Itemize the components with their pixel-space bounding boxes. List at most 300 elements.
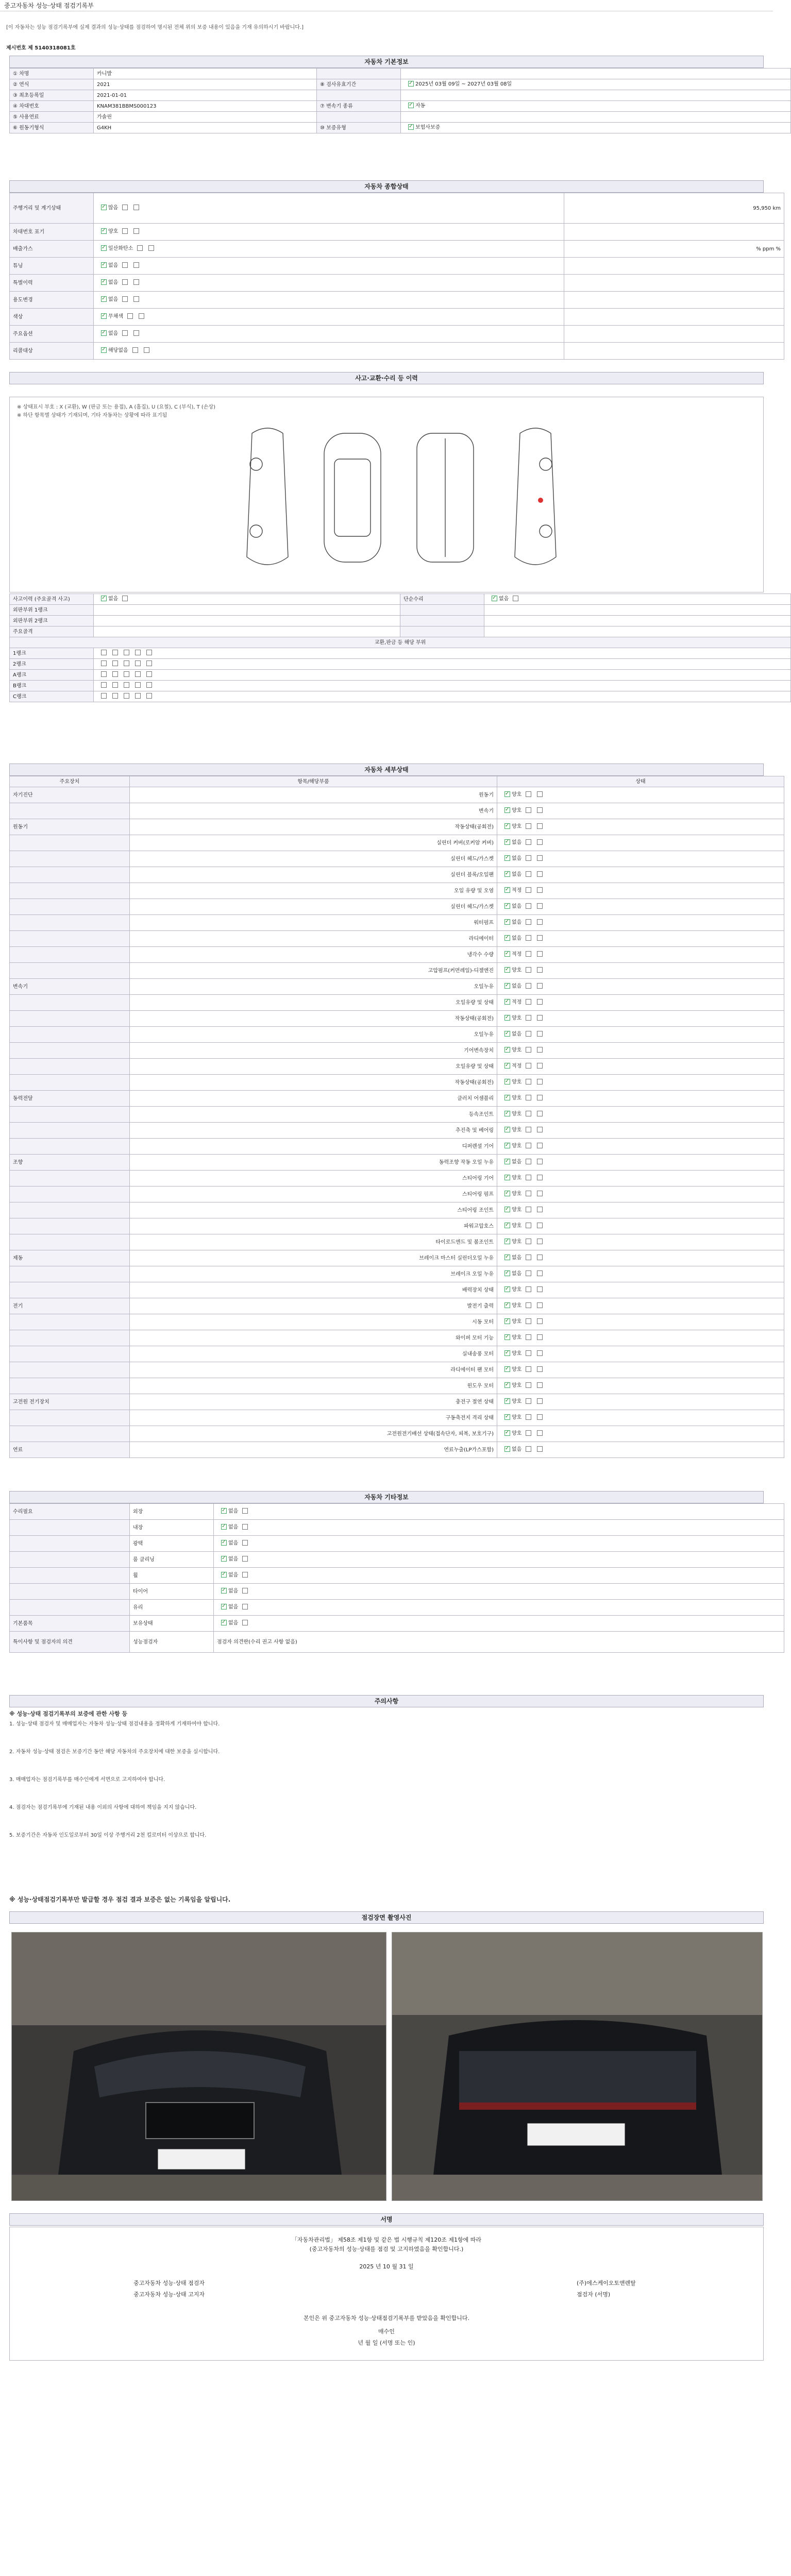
overall-value: ✓ 없음 bbox=[94, 326, 564, 343]
detail-status: ✓ 양호 bbox=[497, 1187, 784, 1202]
checkbox bbox=[122, 205, 128, 210]
detail-item: 스티어링 기어 bbox=[130, 1171, 497, 1187]
detail-group: 조향 bbox=[10, 1155, 130, 1171]
opinion-label: 특이사항 및 점검자의 의견 bbox=[10, 1632, 130, 1653]
detail-status: ✓ 양호 bbox=[497, 1282, 784, 1298]
checkbox bbox=[504, 903, 510, 909]
checkbox bbox=[221, 1572, 227, 1578]
accident-cell: 외판부위 1랭크 bbox=[10, 605, 94, 616]
checkbox bbox=[537, 1095, 543, 1100]
sign-buyer-confirm: 본인은 위 중고자동차 성능·상태점검기록부를 받았음을 확인합니다. bbox=[303, 2315, 469, 2321]
notice-text: [이 자동차는 성능 점검기록부에 실제 결과의 성능·상태를 점검하여 명시된 전체 위의 보증 내용이 있음을 기재 유의하시기 바랍니다.] bbox=[6, 25, 304, 30]
detail-group bbox=[10, 995, 130, 1011]
overall-row bbox=[10, 343, 784, 360]
checkbox bbox=[112, 682, 118, 688]
checkbox bbox=[537, 967, 543, 973]
overall-note bbox=[564, 224, 784, 241]
overall-row bbox=[10, 275, 784, 292]
checkbox bbox=[122, 228, 128, 234]
etc-group bbox=[10, 1568, 130, 1584]
etc-item: 보유상태 bbox=[130, 1616, 214, 1632]
checkbox bbox=[526, 999, 531, 1005]
checkbox bbox=[526, 1063, 531, 1069]
checkbox bbox=[144, 347, 149, 353]
etc-group bbox=[10, 1520, 130, 1536]
overall-value: ✓ 양호 bbox=[94, 224, 564, 241]
checkbox bbox=[139, 313, 144, 319]
checkbox bbox=[537, 1047, 543, 1053]
detail-row bbox=[10, 1091, 784, 1107]
overall-label: 용도변경 bbox=[10, 292, 94, 309]
accident-cell: 사고이력 (주요골격 사고) bbox=[10, 594, 94, 605]
overall-note: % ppm % bbox=[564, 241, 784, 258]
checkbox bbox=[537, 807, 543, 813]
detail-group bbox=[10, 1107, 130, 1123]
overall-label: 주행거리 및 계기상태 bbox=[10, 193, 94, 224]
detail-item: 오일 유량 및 오염 bbox=[130, 883, 497, 899]
overall-note bbox=[564, 343, 784, 360]
etc-status: ✓ 없음 bbox=[214, 1584, 784, 1600]
etc-item: 유리 bbox=[130, 1600, 214, 1616]
checkbox bbox=[526, 1207, 531, 1212]
detail-status: ✓ 양호 bbox=[497, 963, 784, 979]
checkbox bbox=[122, 279, 128, 285]
detail-item: 작동상태(공회전) bbox=[130, 1075, 497, 1091]
checkbox bbox=[242, 1508, 248, 1514]
accident-table bbox=[9, 594, 764, 702]
car-photo-front bbox=[11, 1932, 386, 2201]
checkbox bbox=[504, 1079, 510, 1084]
checkbox bbox=[537, 1127, 543, 1132]
accident-cell: ✓ 없음 bbox=[94, 594, 400, 605]
detail-item: 와이퍼 모터 기능 bbox=[130, 1330, 497, 1346]
overall-value: ✓ 없음 bbox=[94, 292, 564, 309]
page-title: 중고자동차 성능·상태 점검기록부 bbox=[0, 0, 773, 11]
overall-label: 주요옵션 bbox=[10, 326, 94, 343]
detail-item: 오일누유 bbox=[130, 1027, 497, 1043]
section-caution: 주의사항 bbox=[9, 1695, 764, 1707]
checkbox bbox=[127, 313, 133, 319]
detail-status: ✓ 양호 bbox=[497, 1043, 784, 1059]
checkbox bbox=[526, 1239, 531, 1244]
accident-row bbox=[10, 616, 791, 626]
checkbox bbox=[537, 1430, 543, 1436]
checkbox bbox=[526, 1255, 531, 1260]
detail-row bbox=[10, 979, 784, 995]
detail-item: 원동기 bbox=[130, 787, 497, 803]
checkbox bbox=[146, 660, 152, 666]
detail-status: ✓ 양호 bbox=[497, 1346, 784, 1362]
etc-status: ✓ 없음 bbox=[214, 1520, 784, 1536]
etc-group bbox=[10, 1552, 130, 1568]
detail-status: ✓ 없음 bbox=[497, 867, 784, 883]
detail-group bbox=[10, 963, 130, 979]
checkbox bbox=[101, 596, 107, 601]
accident-cell bbox=[94, 605, 400, 616]
checkbox bbox=[137, 245, 143, 251]
detail-group: 변속기 bbox=[10, 979, 130, 995]
detail-status: ✓ 양호 bbox=[497, 819, 784, 835]
detail-item: 윈도우 모터 bbox=[130, 1378, 497, 1394]
basic-value: 2021-01-01 bbox=[94, 90, 317, 101]
sign-buyer-date: 년 월 일 (서명 또는 인) bbox=[358, 2340, 415, 2346]
checkbox bbox=[242, 1572, 248, 1578]
checkbox bbox=[537, 1031, 543, 1037]
cert-number: 제시번호 제 5140318081호 bbox=[6, 45, 76, 51]
checkbox bbox=[526, 951, 531, 957]
accident-cell bbox=[400, 616, 484, 626]
overall-label: 색상 bbox=[10, 309, 94, 326]
detail-row bbox=[10, 1234, 784, 1250]
checkbox bbox=[537, 1191, 543, 1196]
detail-item: 시동 모터 bbox=[130, 1314, 497, 1330]
detail-group bbox=[10, 1410, 130, 1426]
detail-group bbox=[10, 899, 130, 915]
detail-row bbox=[10, 1107, 784, 1123]
checkbox bbox=[526, 1430, 531, 1436]
detail-group: 고전원 전기장치 bbox=[10, 1394, 130, 1410]
checkbox bbox=[242, 1588, 248, 1594]
detail-group bbox=[10, 947, 130, 963]
detail-row bbox=[10, 1266, 784, 1282]
checkbox bbox=[526, 1350, 531, 1356]
checkbox bbox=[504, 1127, 510, 1132]
etc-group bbox=[10, 1536, 130, 1552]
detail-group bbox=[10, 1346, 130, 1362]
etc-status: ✓ 없음 bbox=[214, 1552, 784, 1568]
accident-cell bbox=[484, 616, 791, 626]
basic-label: ① 차명 bbox=[10, 69, 94, 79]
detail-row bbox=[10, 1187, 784, 1202]
rank-label: C랭크 bbox=[10, 691, 94, 702]
checkbox bbox=[526, 1302, 531, 1308]
detail-item: 디퍼렌셜 기어 bbox=[130, 1139, 497, 1155]
etc-item: 외장 bbox=[130, 1504, 214, 1520]
detail-status: ✓ 없음 bbox=[497, 979, 784, 995]
checkbox bbox=[537, 1207, 543, 1212]
checkbox bbox=[537, 903, 543, 909]
accident-cell: ✓ 없음 bbox=[484, 594, 791, 605]
detail-row bbox=[10, 1155, 784, 1171]
section-detail: 자동차 세부상태 bbox=[9, 764, 764, 776]
detail-item: 냉각수 수량 bbox=[130, 947, 497, 963]
overall-row bbox=[10, 224, 784, 241]
checkbox bbox=[526, 887, 531, 893]
checkbox bbox=[504, 1382, 510, 1388]
checkbox bbox=[146, 693, 152, 699]
detail-item: 동력조향 작동 오일 누유 bbox=[130, 1155, 497, 1171]
accident-cell bbox=[94, 626, 400, 637]
checkbox bbox=[101, 296, 107, 302]
detail-group bbox=[10, 1266, 130, 1282]
detail-status: ✓ 양호 bbox=[497, 1426, 784, 1442]
checkbox bbox=[537, 1366, 543, 1372]
car-photo-rear bbox=[392, 1932, 763, 2201]
basic-row bbox=[10, 69, 791, 79]
detail-status: ✓ 없음 bbox=[497, 899, 784, 915]
checkbox bbox=[504, 1286, 510, 1292]
overall-note bbox=[564, 292, 784, 309]
checkbox bbox=[504, 1015, 510, 1021]
checkbox bbox=[526, 1382, 531, 1388]
checkbox bbox=[408, 124, 414, 130]
checkbox bbox=[537, 791, 543, 797]
checkbox bbox=[537, 1350, 543, 1356]
detail-group bbox=[10, 1011, 130, 1027]
checkbox bbox=[504, 1095, 510, 1100]
checkbox bbox=[504, 1366, 510, 1372]
detail-status: ✓ 양호 bbox=[497, 1234, 784, 1250]
detail-row bbox=[10, 851, 784, 867]
detail-group bbox=[10, 1218, 130, 1234]
detail-status: ✓ 없음 bbox=[497, 1266, 784, 1282]
checkbox bbox=[101, 650, 107, 655]
detail-item: 오일누유 bbox=[130, 979, 497, 995]
accident-cell: 단순수리 bbox=[400, 594, 484, 605]
detail-row bbox=[10, 1394, 784, 1410]
checkbox bbox=[526, 1159, 531, 1164]
checkbox bbox=[504, 1191, 510, 1196]
detail-item: 연료누출(LP가스포함) bbox=[130, 1442, 497, 1458]
checkbox bbox=[504, 967, 510, 973]
checkbox bbox=[504, 807, 510, 813]
checkbox bbox=[526, 1175, 531, 1180]
detail-row bbox=[10, 1123, 784, 1139]
detail-group bbox=[10, 883, 130, 899]
checkbox bbox=[135, 660, 141, 666]
accident-cell bbox=[94, 616, 400, 626]
checkbox bbox=[221, 1508, 227, 1514]
basic-label: ④ 차대번호 bbox=[10, 101, 94, 112]
detail-group bbox=[10, 1282, 130, 1298]
overall-label: 튜닝 bbox=[10, 258, 94, 275]
checkbox bbox=[504, 887, 510, 893]
checkbox bbox=[122, 330, 128, 336]
basic-label: ③ 최초등록일 bbox=[10, 90, 94, 101]
etc-row bbox=[10, 1616, 784, 1632]
checkbox bbox=[504, 871, 510, 877]
section-sign: 서명 bbox=[9, 2213, 764, 2226]
detail-item: 충전구 절연 상태 bbox=[130, 1394, 497, 1410]
checkbox bbox=[101, 347, 107, 353]
checkbox bbox=[504, 919, 510, 925]
checkbox bbox=[221, 1604, 227, 1609]
basic-table bbox=[9, 68, 764, 133]
overall-note bbox=[564, 258, 784, 275]
detail-group: 제동 bbox=[10, 1250, 130, 1266]
detail-group: 원동기 bbox=[10, 819, 130, 835]
detail-item: 추진축 및 베어링 bbox=[130, 1123, 497, 1139]
detail-row bbox=[10, 915, 784, 931]
checkbox bbox=[526, 1398, 531, 1404]
sign-box bbox=[9, 2227, 764, 2361]
detail-row bbox=[10, 1043, 784, 1059]
accident-cell: 외판부위 2랭크 bbox=[10, 616, 94, 626]
checkbox bbox=[504, 791, 510, 797]
detail-row bbox=[10, 803, 784, 819]
detail-item: 실린더 커버(로커암 커버) bbox=[130, 835, 497, 851]
etc-status: ✓ 없음 bbox=[214, 1600, 784, 1616]
checkbox bbox=[537, 1398, 543, 1404]
etc-item: 휠 bbox=[130, 1568, 214, 1584]
checkbox bbox=[135, 671, 141, 677]
detail-status: ✓ 없음 bbox=[497, 931, 784, 947]
detail-item: 브레이크 마스터 실린더오일 누유 bbox=[130, 1250, 497, 1266]
checkbox bbox=[122, 262, 128, 268]
detail-row bbox=[10, 787, 784, 803]
detail-status: ✓ 없음 bbox=[497, 1442, 784, 1458]
section-etc: 자동차 기타정보 bbox=[9, 1491, 764, 1503]
etc-status: ✓ 없음 bbox=[214, 1536, 784, 1552]
detail-col-header: 항목/해당부품 bbox=[130, 776, 497, 787]
checkbox bbox=[242, 1604, 248, 1609]
detail-status: ✓ 양호 bbox=[497, 1202, 784, 1218]
detail-table bbox=[9, 776, 764, 1458]
checkbox bbox=[537, 887, 543, 893]
checkbox bbox=[537, 1302, 543, 1308]
checkbox bbox=[504, 1207, 510, 1212]
checkbox bbox=[526, 823, 531, 829]
etc-item: 타이어 bbox=[130, 1584, 214, 1600]
detail-item: 라디에이터 bbox=[130, 931, 497, 947]
checkbox bbox=[408, 81, 414, 87]
checkbox bbox=[122, 596, 128, 601]
detail-group: 자기진단 bbox=[10, 787, 130, 803]
checkbox bbox=[526, 1414, 531, 1420]
accident-row bbox=[10, 626, 791, 637]
detail-row bbox=[10, 1075, 784, 1091]
basic-row bbox=[10, 112, 791, 123]
detail-status: ✓ 적정 bbox=[497, 995, 784, 1011]
etc-row bbox=[10, 1504, 784, 1520]
checkbox bbox=[504, 839, 510, 845]
detail-item: 실내송풍 모터 bbox=[130, 1346, 497, 1362]
checkbox bbox=[133, 296, 139, 302]
detail-status: ✓ 적정 bbox=[497, 883, 784, 899]
detail-status: ✓ 적정 bbox=[497, 1059, 784, 1075]
checkbox bbox=[504, 951, 510, 957]
caution-line: 2. 자동차 성능·상태 점검은 보증기간 동안 해당 자동차의 주요장치에 대한 보증을 실시합니다. bbox=[9, 1749, 220, 1755]
opinion-inspector: 성능점검자 bbox=[130, 1632, 214, 1653]
checkbox bbox=[504, 1159, 510, 1164]
accident-cell bbox=[400, 605, 484, 616]
detail-row bbox=[10, 899, 784, 915]
checkbox bbox=[537, 1111, 543, 1116]
basic-value: 카니발 bbox=[94, 69, 317, 79]
basic-label bbox=[317, 69, 401, 79]
detail-group bbox=[10, 803, 130, 819]
basic-value: ✓ 자동 bbox=[401, 101, 791, 112]
detail-row bbox=[10, 1011, 784, 1027]
detail-group bbox=[10, 1043, 130, 1059]
detail-item: 작동상태(공회전) bbox=[130, 1011, 497, 1027]
checkbox bbox=[101, 228, 107, 234]
detail-item: 라디에이터 팬 모터 bbox=[130, 1362, 497, 1378]
caution-line: 5. 보증기간은 자동차 인도일로부터 30일 이상 주행거리 2천 킬로미터 이상으로 합니다. bbox=[9, 1833, 207, 1838]
checkbox bbox=[526, 1334, 531, 1340]
detail-group bbox=[10, 1123, 130, 1139]
detail-group bbox=[10, 1059, 130, 1075]
detail-status: ✓ 양호 bbox=[497, 1139, 784, 1155]
basic-value bbox=[401, 90, 791, 101]
checkbox bbox=[537, 983, 543, 989]
detail-row bbox=[10, 1410, 784, 1426]
detail-status: ✓ 양호 bbox=[497, 1123, 784, 1139]
checkbox bbox=[526, 807, 531, 813]
checkbox bbox=[148, 245, 154, 251]
section-photo: 점검장면 촬영사진 bbox=[9, 1911, 764, 1924]
section-accident: 사고·교환·수리 등 이력 bbox=[9, 372, 764, 384]
etc-item: 룸 클리닝 bbox=[130, 1552, 214, 1568]
checkbox bbox=[526, 1286, 531, 1292]
checkbox bbox=[537, 1334, 543, 1340]
detail-status: ✓ 양호 bbox=[497, 1330, 784, 1346]
checkbox bbox=[526, 1095, 531, 1100]
checkbox bbox=[526, 1143, 531, 1148]
sign-notifier-value: 점검자 (서명) bbox=[577, 2291, 611, 2298]
detail-row bbox=[10, 1298, 784, 1314]
detail-row bbox=[10, 1218, 784, 1234]
overall-label: 차대번호 표기 bbox=[10, 224, 94, 241]
detail-group bbox=[10, 1426, 130, 1442]
overall-value: ✓ 많음 bbox=[94, 193, 564, 224]
detail-group bbox=[10, 1314, 130, 1330]
sign-notifier-label: 중고자동차 성능·상태 고지자 bbox=[133, 2291, 205, 2298]
checkbox bbox=[133, 330, 139, 336]
checkbox bbox=[504, 1223, 510, 1228]
detail-status: ✓ 양호 bbox=[497, 1075, 784, 1091]
detail-row bbox=[10, 1202, 784, 1218]
checkbox bbox=[146, 671, 152, 677]
detail-status: ✓ 양호 bbox=[497, 1011, 784, 1027]
detail-status: ✓ 양호 bbox=[497, 1314, 784, 1330]
checkbox bbox=[526, 1031, 531, 1037]
checkbox bbox=[221, 1588, 227, 1594]
sign-line2: (중고자동차의 성능·상태를 점검 및 고지하였음을 확인합니다.) bbox=[309, 2246, 464, 2252]
checkbox bbox=[526, 791, 531, 797]
checkbox bbox=[133, 205, 139, 210]
accident-cell bbox=[400, 626, 484, 637]
overall-label: 리콜대상 bbox=[10, 343, 94, 360]
caution-line: 3. 매매업자는 점검기록부를 매수인에게 서면으로 고지하여야 합니다. bbox=[9, 1777, 165, 1783]
rank-label: B랭크 bbox=[10, 681, 94, 691]
detail-status: ✓ 양호 bbox=[497, 1362, 784, 1378]
checkbox bbox=[537, 1175, 543, 1180]
checkbox bbox=[112, 660, 118, 666]
checkbox bbox=[122, 296, 128, 302]
detail-row bbox=[10, 1362, 784, 1378]
checkbox bbox=[504, 1430, 510, 1436]
detail-status: ✓ 없음 bbox=[497, 1155, 784, 1171]
detail-item: 구동축전지 격리 상태 bbox=[130, 1410, 497, 1426]
basic-value: 가솔린 bbox=[94, 112, 317, 123]
detail-row bbox=[10, 1171, 784, 1187]
basic-value: G4KH bbox=[94, 123, 317, 133]
detail-row bbox=[10, 1027, 784, 1043]
checkbox bbox=[526, 1223, 531, 1228]
etc-table bbox=[9, 1503, 764, 1653]
overall-row bbox=[10, 326, 784, 343]
detail-status: ✓ 양호 bbox=[497, 1171, 784, 1187]
checkbox bbox=[112, 693, 118, 699]
detail-row bbox=[10, 1426, 784, 1442]
checkbox bbox=[221, 1620, 227, 1625]
detail-status: ✓ 양호 bbox=[497, 1107, 784, 1123]
checkbox bbox=[504, 1031, 510, 1037]
checkbox bbox=[504, 1302, 510, 1308]
caution-list bbox=[9, 1721, 764, 1860]
checkbox bbox=[526, 839, 531, 845]
